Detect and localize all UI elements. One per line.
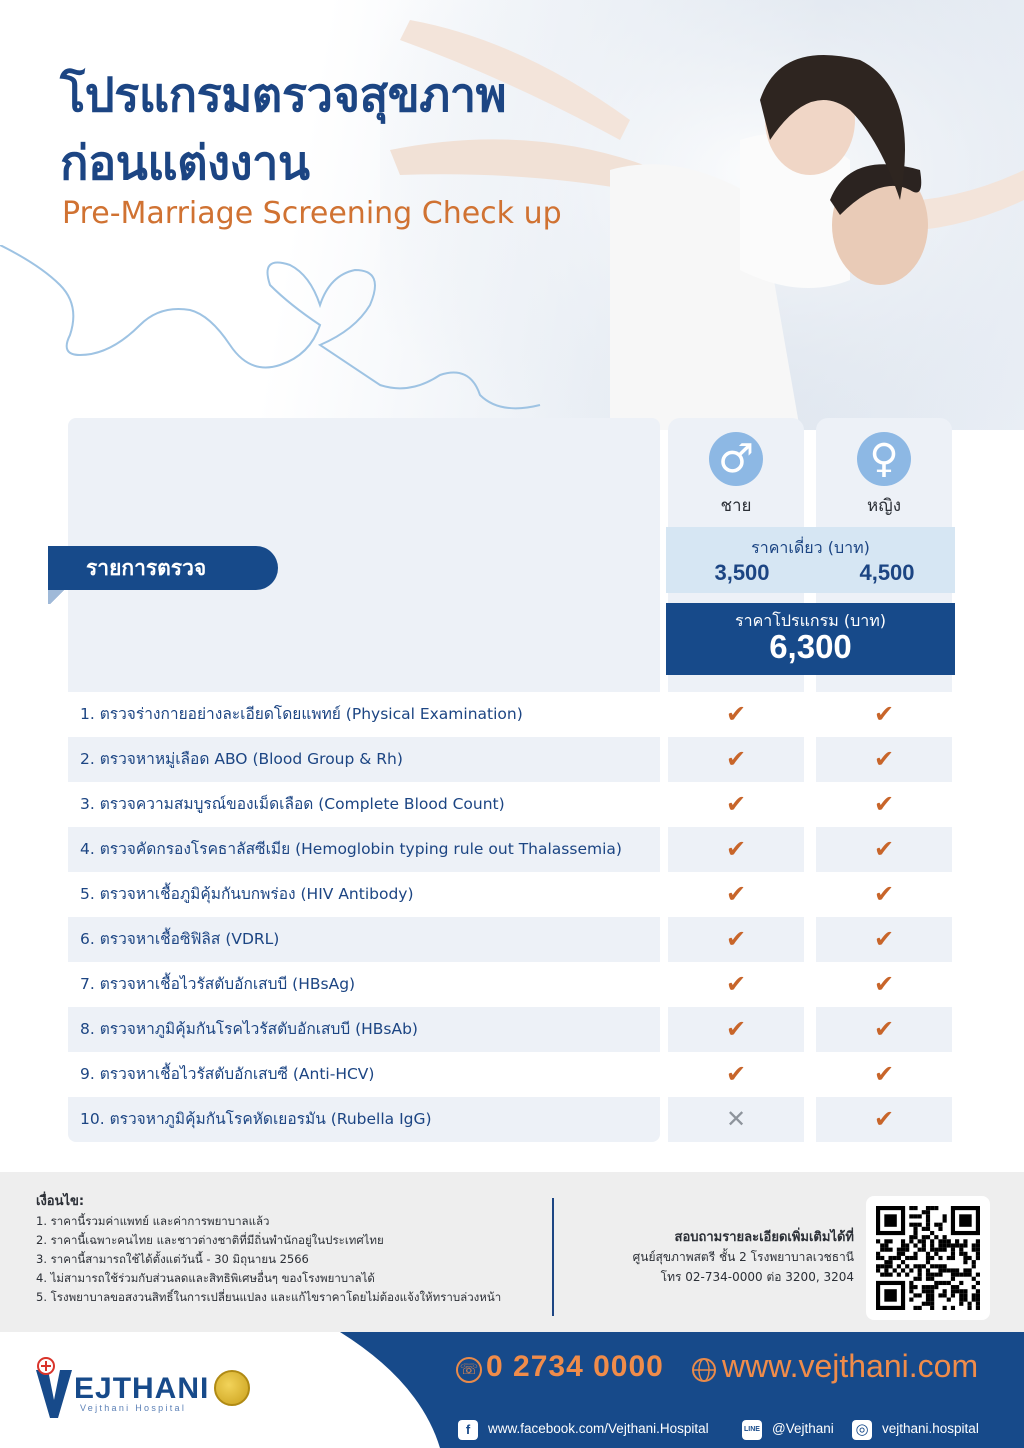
male-label: ชาย: [720, 496, 752, 516]
table-row: [68, 872, 660, 917]
condition-item: 2. ราคานี้เฉพาะคนไทย และชาวต่างชาติที่มีถิ่นพำนักอยู่ในประเทศไทย: [36, 1233, 384, 1247]
table-row: [68, 1052, 660, 1097]
checkup-item-label: 5. ตรวจหาเชื้อภูมิคุ้มกันบกพร่อง (HIV Antibody): [68, 872, 660, 917]
check-icon: ✔: [873, 880, 895, 908]
conditions-list: [36, 1212, 501, 1307]
check-icon: ✔: [725, 835, 747, 863]
title-line-1: โปรแกรมตรวจสุขภาพ: [60, 68, 507, 123]
marks-row: [668, 827, 952, 872]
table-row: [68, 737, 660, 782]
cross-icon: ✕: [725, 1105, 747, 1133]
gold-seal-icon: [214, 1370, 250, 1406]
check-icon: ✔: [873, 1015, 895, 1043]
contact-location: ศูนย์สุขภาพสตรี ชั้น 2 โรงพยาบาลเวชธานี: [632, 1250, 854, 1264]
checkup-item-label: 9. ตรวจหาเชื้อไวรัสตับอักเสบซี (Anti-HCV): [68, 1052, 660, 1097]
line-link[interactable]: @Vejthani: [772, 1421, 834, 1436]
footer-divider: [552, 1198, 554, 1316]
check-icon: ✔: [725, 1015, 747, 1043]
check-icon: ✔: [873, 1105, 895, 1133]
condition-item: 5. โรงพยาบาลขอสงวนสิทธิ์ในการเปลี่ยนแปลง และแก้ไขราคาโดยไม่ต้องแจ้งให้ทราบล่วงหน้า: [36, 1290, 502, 1304]
marks-row: [668, 1097, 952, 1142]
globe-icon: [691, 1357, 717, 1383]
phone-number[interactable]: 0 2734 0000: [486, 1350, 664, 1383]
checkup-items-list: [68, 692, 660, 1142]
program-price-value: 6,300: [769, 628, 852, 665]
check-icon: ✔: [725, 790, 747, 818]
male-icon: ♂: [709, 432, 763, 486]
check-icon: ✔: [725, 1060, 747, 1088]
table-row: [68, 1097, 660, 1142]
check-icon: ✔: [873, 790, 895, 818]
vejthani-logo-icon: [36, 1356, 72, 1422]
list-heading-fold: [48, 588, 68, 604]
instagram-icon: ◎: [852, 1420, 872, 1440]
single-price-title: ราคาเดี่ยว (บาท): [751, 538, 870, 557]
checkup-item-label: 8. ตรวจหาภูมิคุ้มกันโรคไวรัสตับอักเสบบี (HBsAb): [68, 1007, 660, 1052]
check-icon: ✔: [873, 925, 895, 953]
phone-icon: ☏: [456, 1357, 482, 1383]
page-title-english: Pre-Marriage Screening Check up: [62, 196, 562, 231]
female-icon: ♀: [857, 432, 911, 486]
checkup-item-label: 4. ตรวจคัดกรองโรคธาลัสซีเมีย (Hemoglobin typing rule out Thalassemia): [68, 827, 660, 872]
marks-row: [668, 782, 952, 827]
logo-wordmark: EJTHANI: [74, 1372, 210, 1405]
female-label: หญิง: [867, 496, 901, 516]
checkup-item-label: 1. ตรวจร่างกายอย่างละเอียดโดยแพทย์ (Physical Examination): [68, 692, 660, 737]
check-icon: ✔: [725, 880, 747, 908]
condition-item: 3. ราคานี้สามารถใช้ได้ตั้งแต่วันนี้ - 30 มิถุนายน 2566: [36, 1252, 309, 1266]
checkup-item-label: 3. ตรวจความสมบูรณ์ของเม็ดเลือด (Complete Blood Count): [68, 782, 660, 827]
marks-row: [668, 1052, 952, 1097]
condition-item: 4. ไม่สามารถใช้ร่วมกับส่วนลดและสิทธิพิเศษอื่นๆ ของโรงพยาบาลได้: [36, 1271, 375, 1285]
title-line-2: ก่อนแต่งงาน: [60, 136, 310, 191]
marks-row: [668, 737, 952, 782]
condition-item: 1. ราคานี้รวมค่าแพทย์ และค่าการพยาบาลแล้ว: [36, 1214, 270, 1228]
website-link[interactable]: www.vejthani.com: [722, 1348, 979, 1384]
marks-row: [668, 692, 952, 737]
page-title-thai: [60, 62, 506, 198]
marks-row: [668, 872, 952, 917]
check-icon: ✔: [873, 700, 895, 728]
table-row: [68, 917, 660, 962]
marks-row: [668, 917, 952, 962]
decorative-heart-swirl: [0, 245, 560, 425]
conditions-title: เงื่อนไข:: [36, 1194, 85, 1209]
check-icon: ✔: [725, 970, 747, 998]
program-price-title: ราคาโปรแกรม (บาท): [734, 611, 886, 630]
check-icon: ✔: [873, 1060, 895, 1088]
line-icon: LINE: [742, 1420, 762, 1440]
checkup-item-label: 6. ตรวจหาเชื้อซิฟิลิส (VDRL): [68, 917, 660, 962]
check-icon: ✔: [725, 700, 747, 728]
checkup-item-label: 7. ตรวจหาเชื้อไวรัสตับอักเสบบี (HBsAg): [68, 962, 660, 1007]
check-icon: ✔: [873, 970, 895, 998]
table-row: [68, 827, 660, 872]
table-row: [68, 782, 660, 827]
table-row: [68, 962, 660, 1007]
check-icon: ✔: [873, 745, 895, 773]
marks-row: [668, 962, 952, 1007]
checkup-marks-grid: [668, 692, 952, 1142]
qr-code-icon[interactable]: [876, 1206, 980, 1310]
single-price-male: 3,500: [714, 560, 770, 585]
table-row: [68, 692, 660, 737]
table-row: [68, 1007, 660, 1052]
marks-row: [668, 1007, 952, 1052]
logo-subtitle: Vejthani Hospital: [80, 1403, 187, 1413]
check-icon: ✔: [873, 835, 895, 863]
list-heading-tab: รายการตรวจ: [48, 546, 278, 590]
hero-banner: [0, 0, 1024, 430]
instagram-link[interactable]: vejthani.hospital: [882, 1421, 979, 1436]
facebook-icon: f: [458, 1420, 478, 1440]
checkup-item-label: 10. ตรวจหาภูมิคุ้มกันโรคหัดเยอรมัน (Rubella IgG): [68, 1097, 660, 1142]
contact-phone: โทร 02-734-0000 ต่อ 3200, 3204: [660, 1270, 854, 1284]
check-icon: ✔: [725, 745, 747, 773]
contact-title: สอบถามรายละเอียดเพิ่มเติมได้ที่: [674, 1230, 854, 1245]
single-price-female: 4,500: [859, 560, 915, 585]
checkup-item-label: 2. ตรวจหาหมู่เลือด ABO (Blood Group & Rh): [68, 737, 660, 782]
check-icon: ✔: [725, 925, 747, 953]
facebook-link[interactable]: www.facebook.com/Vejthani.Hospital: [488, 1421, 709, 1436]
